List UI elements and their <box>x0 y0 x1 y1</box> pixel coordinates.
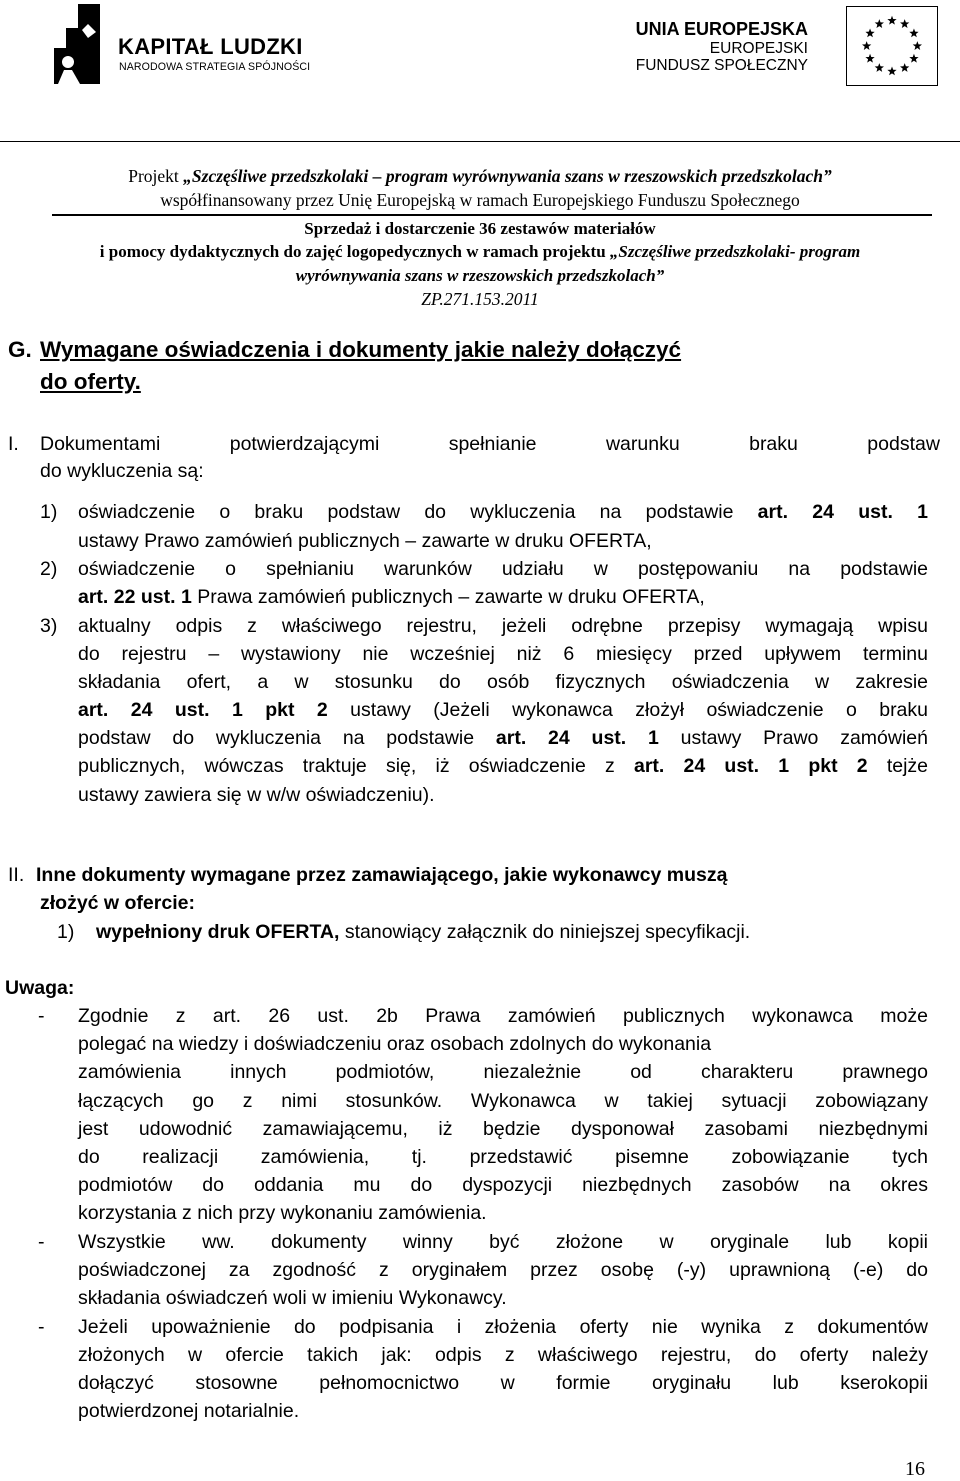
part1-item2-line1: oświadczenie o spełnianiu warunków udziału w postępowaniu na podstawie <box>78 558 928 580</box>
uwaga-bullet1-line: łączących go z nimi stosunków. Wykonawca w takiej sytuacji zobowiązany <box>78 1090 928 1112</box>
eu-star-icon <box>913 41 922 50</box>
project-divider <box>52 214 932 216</box>
uwaga-bullet2-dash: - <box>38 1231 45 1253</box>
item3-text: tejże <box>867 755 929 777</box>
item3-text: ustawy Prawo zamówień <box>658 727 928 749</box>
uwaga-bullet3-dash: - <box>38 1316 45 1338</box>
part1-item1-line1 <box>78 498 928 526</box>
uwaga-bullet3-line: potwierdzonej notarialnie. <box>78 1400 300 1422</box>
uwaga-bullet1-line: jest udowodnić zamawiającemu, iż będzie dysponował zasobami niezbędnymi <box>78 1118 928 1140</box>
part1-heading-word: Dokumentami <box>40 433 161 455</box>
uwaga-bullet3-line: dołączyć stosowne pełnomocnictwo w formie oryginału lub kserokopii <box>78 1372 928 1394</box>
part2-heading-line1: Inne dokumenty wymagane przez zamawiającego, jakie wykonawcy muszą <box>36 864 728 886</box>
uwaga-bullet3-line: Jeżeli upoważnienie do podpisania i złożenia oferty nie wynika z dokumentów <box>78 1316 928 1338</box>
item3-text: ustawy (Jeżeli wykonawca złożył oświadczenie o braku <box>327 699 928 721</box>
part1-item3-line2: do rejestru – wystawiony nie wcześniej niż 6 miesięcy przed upływem terminu <box>78 643 928 665</box>
section-g-title-line1: Wymagane oświadczenia i dokumenty jakie należy dołączyć <box>40 337 682 362</box>
part1-heading-word: braku <box>749 433 798 455</box>
part1-heading-line1 <box>40 430 940 458</box>
part1-heading-word: potwierdzającymi <box>229 433 380 455</box>
part1-item3-number: 3) <box>40 615 58 637</box>
part2-heading-line2: złożyć w ofercie: <box>40 892 195 914</box>
uwaga-bullet3-line: złożonych w ofercie takich jak: odpis z właściwego rejestru, do oferty należy <box>78 1344 928 1366</box>
uwaga-heading: Uwaga: <box>5 977 75 999</box>
item3-legal-ref: art. 24 ust. 1 <box>495 727 659 749</box>
uwaga-bullet2-line: poświadczonej za zgodność z oryginałem przez osobę (-y) uprawnioną (-e) do <box>78 1259 928 1281</box>
part1-heading-word: spełnianie <box>448 433 537 455</box>
item3-legal-ref: art. 24 ust. 1 pkt 2 <box>78 699 328 721</box>
project-name: „Szczęśliwe przedszkolaki – program wyrównywania szans w rzeszowskich przedszkolach” <box>183 166 832 186</box>
item1-legal-ref: art. 24 ust. 1 <box>757 501 928 523</box>
part1-item1-number: 1) <box>40 501 58 523</box>
project-prefix: Projekt <box>128 166 184 186</box>
part1-item1-line2: ustawy Prawo zamówień publicznych – zawarte w druku OFERTA, <box>78 530 652 552</box>
eu-star-icon <box>865 28 874 37</box>
item3-text: podstaw do wykluczenia na podstawie <box>78 727 496 749</box>
uwaga-bullet1-line: do realizacji zamówienia, tj. przedstawić pisemne zobowiązanie tych <box>78 1146 928 1168</box>
item2-text: Prawa zamówień publicznych – zawarte w druku OFERTA, <box>191 586 705 608</box>
subject-line1: Sprzedaż i dostarczenie 36 zestawów materiałów <box>304 219 656 238</box>
eu-star-icon <box>887 16 896 25</box>
section-g-letter: G. <box>8 337 32 362</box>
part1-heading-word: warunku <box>605 433 680 455</box>
part1-item3-line6 <box>78 752 928 780</box>
kapital-ludzki-logo <box>52 4 322 89</box>
subject-line3: wyrównywania szans w rzeszowskich przedszkolach” <box>295 266 665 285</box>
item1-text: oświadczenie o braku podstaw do wykluczenia na podstawie <box>78 501 758 523</box>
part1-item3-line3: składania ofert, a w stosunku do osób fizycznych oświadczenia w zakresie <box>78 671 928 693</box>
eu-star-icon <box>875 19 884 28</box>
item2-legal-ref: art. 22 ust. 1 <box>78 586 192 608</box>
section-g-title-line2: do oferty. <box>40 369 141 394</box>
reference-number: ZP.271.153.2011 <box>421 289 539 309</box>
subject-line2 <box>0 242 960 262</box>
kapital-ludzki-title: KAPITAŁ LUDZKI <box>118 34 303 59</box>
uwaga-bullet1-line: Zgodnie z art. 26 ust. 2b Prawa zamówień publicznych wykonawca może <box>78 1005 928 1027</box>
eu-star-icon <box>909 28 918 37</box>
eu-star-icon <box>875 63 884 72</box>
uwaga-bullet1-line: zamówienia innych podmiotów, niezależnie od charakteru prawnego <box>78 1061 928 1083</box>
eu-logo-line3: FUNDUSZ SPOŁECZNY <box>635 57 808 74</box>
uwaga-bullet2-line: Wszystkie ww. dokumenty winny być złożone w oryginale lub kopii <box>78 1231 928 1253</box>
eu-logo-line2: EUROPEJSKI <box>709 40 808 57</box>
eu-star-icon <box>865 54 874 63</box>
part1-item3-line4 <box>78 696 928 724</box>
part1-heading-word: podstaw <box>867 433 940 455</box>
eu-logo <box>635 4 938 86</box>
kapital-ludzki-emblem-icon <box>52 4 102 86</box>
uwaga-bullet1-line: polegać na wiedzy i doświadczeniu oraz osobach zdolnych do wykonania <box>78 1033 712 1055</box>
subject-line2-text: i pomocy dydaktycznych do zajęć logopedycznych w ramach projektu <box>99 242 610 261</box>
project-title-line <box>0 166 960 187</box>
item3-text: publicznych, wówczas traktuje się, iż oświadczenie z <box>78 755 634 777</box>
cofinancing-line: współfinansowany przez Unię Europejską w ramach Europejskiego Funduszu Społecznego <box>160 190 800 210</box>
part2-item1-text: stanowiący załącznik do niniejszej specyfikacji. <box>339 921 751 943</box>
eu-logo-line1: UNIA EUROPEJSKA <box>635 19 808 39</box>
part1-item3-line7: ustawy zawiera się w w/w oświadczeniu). <box>78 784 435 806</box>
uwaga-bullet2-line: składania oświadczeń woli w imieniu Wykonawcy. <box>78 1287 507 1309</box>
eu-star-icon <box>862 41 871 50</box>
uwaga-bullet1-line: korzystania z nich przy wykonaniu zamówienia. <box>78 1202 487 1224</box>
part1-item3-line5 <box>78 724 928 752</box>
part2-item1-bold: wypełniony druk OFERTA, <box>96 921 340 943</box>
eu-flag-stars-icon <box>846 6 938 86</box>
kapital-ludzki-subtitle: NARODOWA STRATEGIA SPÓJNOŚCI <box>119 61 311 73</box>
item3-legal-ref: art. 24 ust. 1 pkt 2 <box>633 755 868 777</box>
part1-item2-line2 <box>78 583 705 611</box>
part2-numeral: II. <box>8 864 25 886</box>
part1-heading-line2: do wykluczenia są: <box>40 460 204 482</box>
part1-numeral: I. <box>8 433 19 455</box>
part2-item1-line <box>96 918 750 946</box>
subject-line2-italic: „Szczęśliwe przedszkolaki- program <box>609 242 861 261</box>
part2-item1-number: 1) <box>57 921 75 943</box>
part1-item3-line1: aktualny odpis z właściwego rejestru, jeżeli odrębne przepisy wymagają wpisu <box>78 615 928 637</box>
eu-star-icon <box>887 66 896 75</box>
eu-star-icon <box>909 54 918 63</box>
eu-star-icon <box>900 63 909 72</box>
uwaga-bullet1-dash: - <box>38 1005 45 1027</box>
uwaga-bullet1-line: podmiotów do oddania mu do dyspozycji niezbędnych zasobów na okres <box>78 1174 928 1196</box>
part1-item2-number: 2) <box>40 558 58 580</box>
eu-star-icon <box>900 19 909 28</box>
page-number: 16 <box>905 1458 925 1480</box>
header-divider <box>0 141 960 142</box>
